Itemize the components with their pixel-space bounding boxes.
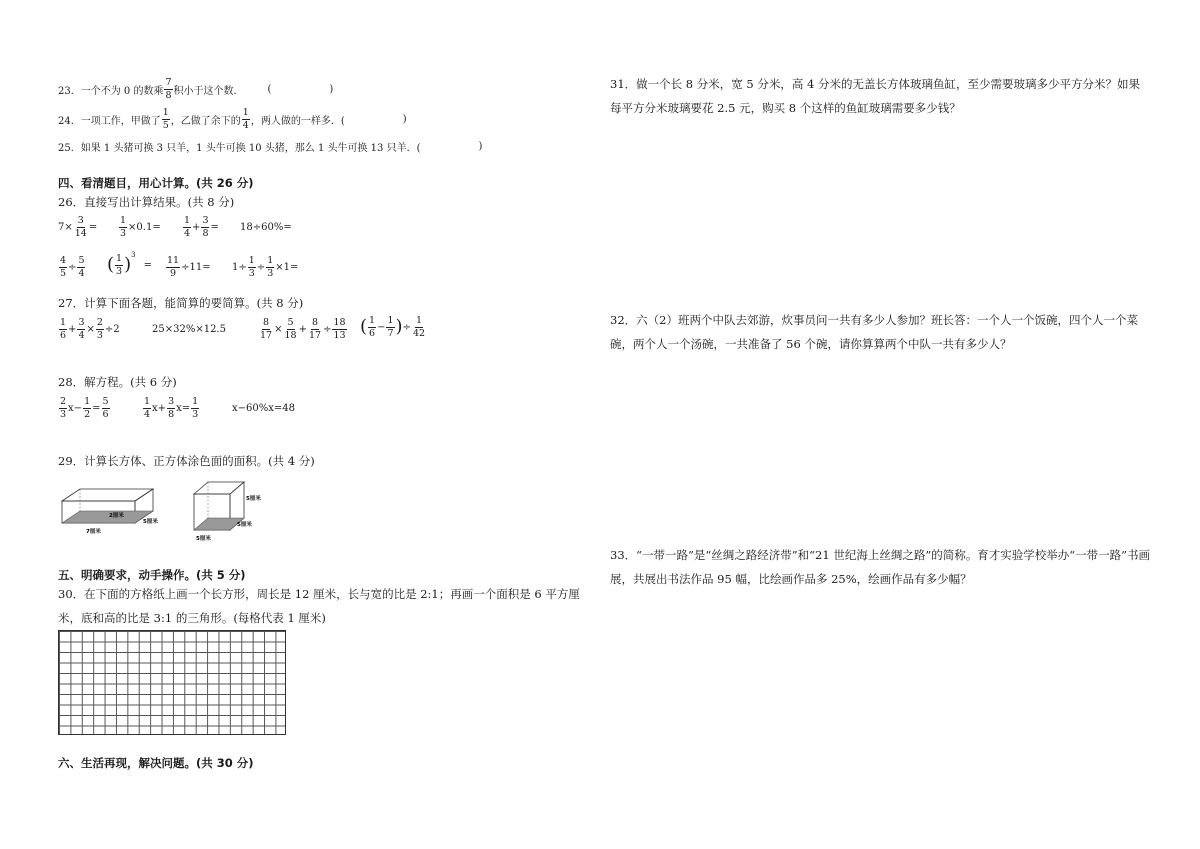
question-31: 31．做一个长 8 分米，宽 5 分米，高 4 分米的无盖长方体玻璃鱼缸，至少需要玻璃多少平方分米？如果每平方分米玻璃要花 2.5 元，购买 8 个这样的鱼缸玻璃需要多少钱？ [610,77,1141,115]
cuboid-length-label: 7厘米 [86,529,101,535]
question-23 [58,78,333,100]
section-5-heading: 五、明确要求，动手操作。(共 5 分) [58,568,246,582]
q24-number: 24． [58,115,81,127]
cube-edge-label-1: 5厘米 [246,496,261,502]
cube-figure [190,478,270,544]
calc-4: 18÷60%= [240,222,292,233]
calc-3: $\frac{1}{4}$ + $\frac{3}{8}$ = [184,215,219,239]
cube-edge-label-2: 5厘米 [237,522,252,528]
calc-2: $\frac{1}{3}$ ×0.1= [120,215,161,239]
question-29: 29．计算长方体、正方体涂色面的面积。(共 4 分) [58,454,315,468]
calc-7: $\frac{11}{9}$ ÷11= [167,255,211,279]
q23-paren-left: ( [267,83,272,95]
q25-paren-right: ) [478,141,483,152]
simplify-3: $\frac{8}{17}$ × $\frac{5}{18}$ + $\frac{8}{17}$ ÷ $\frac{18}{13}$ [260,317,346,341]
question-27: 27．计算下面各题，能简算的要简算。(共 8 分) [58,296,304,310]
question-30: 30．在下面的方格纸上画一个长方形，周长是 12 厘米，长与宽的比是 2:1；再画一个面积是 6 平方厘米，底和高的比是 3:1 的三角形。(每格代表 1 厘米) [58,587,580,625]
q23-fraction: $\frac{7}{8}$ [165,77,172,101]
question-25 [58,139,482,154]
equation-2: $\frac{1}{4}$ x+ $\frac{3}{8}$ x= $\frac{1}{3}$ [144,396,199,420]
simplify-2: 25×32%×12.5 [152,324,226,335]
cube-edge-label-3: 5厘米 [196,536,211,542]
question-26: 26．直接写出计算结果。(共 8 分) [58,195,235,209]
grid-paper[interactable] [58,630,286,735]
q24-text-a: 一项工作，甲做了 [80,115,161,127]
q24-paren-right: ) [402,113,407,125]
simplify-1: $\frac{1}{6}$ + $\frac{3}{4}$ × $\frac{2}{3}$ ÷2 [60,317,120,341]
calc-5: $\frac{4}{5}$ ÷ $\frac{5}{4}$ [60,255,85,279]
q24-fraction-2: $\frac{1}{4}$ [242,107,249,131]
q24-fraction-1: $\frac{1}{5}$ [162,107,169,131]
section-6-heading: 六、生活再现，解决问题。(共 30 分) [58,756,254,770]
cuboid-width-label: 2厘米 [109,513,124,519]
q24-text-c: ，两人做的一样多．( [250,115,345,127]
q23-number: 23． [58,85,81,97]
section-4-heading: 四、看清题目，用心计算。(共 26 分) [58,176,254,190]
question-24 [58,108,407,130]
q23-text-b: 积小于这个数． [173,85,244,97]
calc-1: 7× $\frac{3}{14}$ = [58,215,98,239]
question-33: 33．“一带一路”是“丝绸之路经济带”和“21 世纪海上丝绸之路”的简称。育才实验学校举办“一带一路”书画展，共展出书法作品 95 幅，比绘画作品多 25%，绘画作品有多少幅？ [610,548,1150,586]
question-32: 32．六（2）班两个中队去郊游，炊事员问一共有多少人参加？班长答：一个人一个饭碗，四个人一个菜碗，两个人一个汤碗，一共准备了 56 个碗，请你算算两个中队一共有多少人？ [610,313,1138,351]
q24-text-b: ，乙做了余下的 [170,115,241,127]
q23-text-a: 一个不为 0 的数乘 [80,85,164,97]
q25-text: 25．如果 1 头猪可换 3 只羊，1 头牛可换 10 头猪，那么 1 头牛可换 13 只羊．( [58,143,421,154]
cuboid-figure [56,486,168,538]
cuboid-height-label: 5厘米 [143,519,158,525]
simplify-4: ( $\frac{1}{6}$ − $\frac{1}{7}$ ) ÷ $\frac{1}{42}$ [360,315,426,339]
equation-3: x−60%x=48 [232,403,295,414]
calc-6: ( $\frac{1}{3}$ ) 3 = [107,251,152,277]
question-28: 28．解方程。(共 6 分) [58,375,177,389]
calc-8: 1÷ $\frac{1}{3}$ ÷ $\frac{1}{3}$ ×1= [232,255,299,279]
q23-paren-right: ) [329,83,334,95]
equation-1: $\frac{2}{3}$ x− $\frac{1}{2}$ = $\frac{5}{6}$ [60,396,109,420]
